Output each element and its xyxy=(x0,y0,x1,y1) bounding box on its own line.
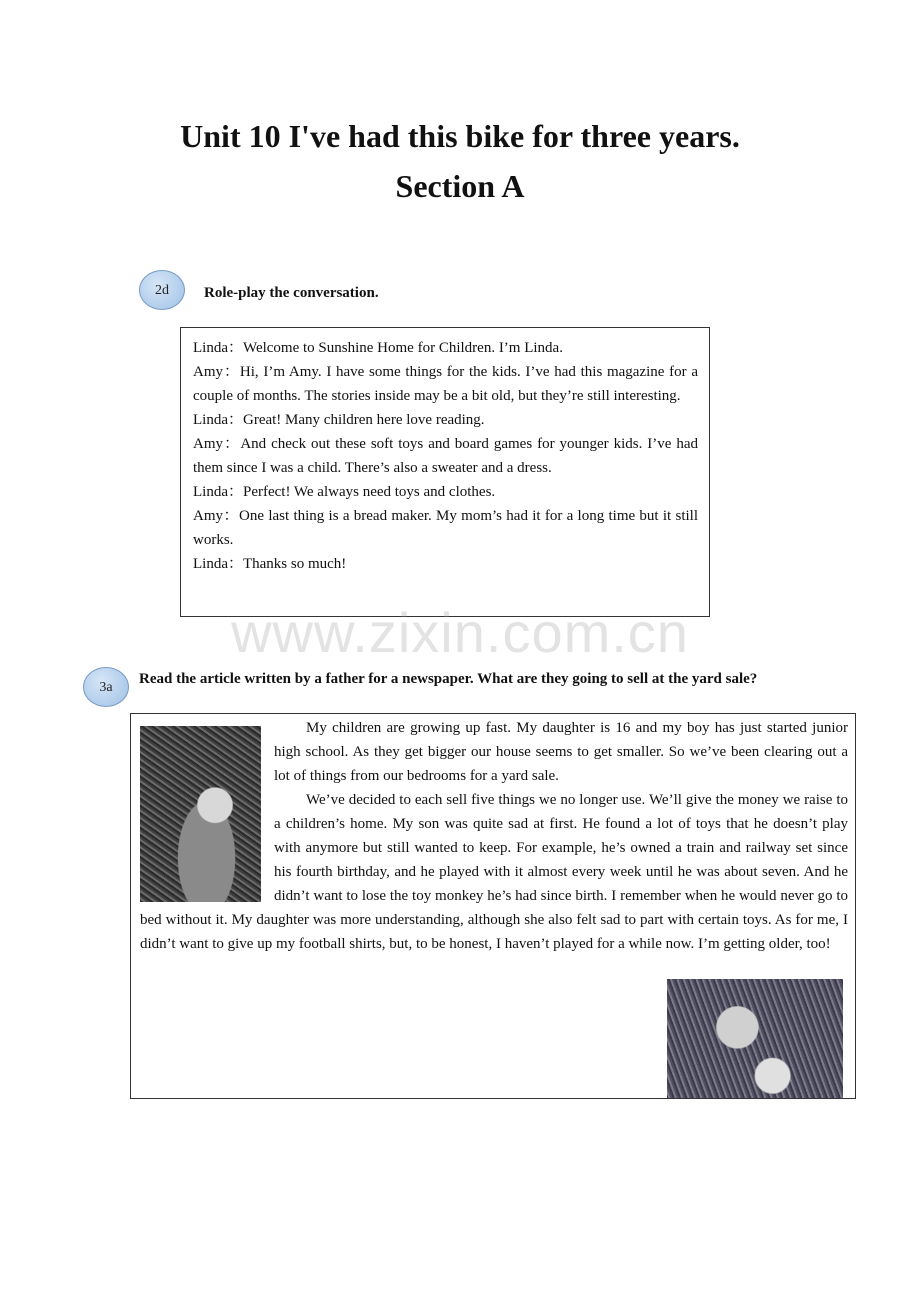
instruction-2d: Role-play the conversation. xyxy=(204,285,379,301)
page-title: Unit 10 I've had this bike for three years. xyxy=(180,118,740,154)
section-badge-3a: 3a xyxy=(83,667,129,707)
section-badge-2d: 2d xyxy=(139,270,185,310)
dialogue-line: Amy：And check out these soft toys and board games for younger kids. I’ve had them since I was a child. There’s also a sweater and a dress. xyxy=(193,436,698,476)
dialogue-line: Linda：Welcome to Sunshine Home for Children. I’m Linda. xyxy=(193,340,563,356)
dialogue-line: Amy：Hi, I’m Amy. I have some things for the kids. I’ve had this magazine for a couple of months. The stories inside may be a bit old, but they’re still interesting. xyxy=(193,364,698,404)
article-paragraph: We’ve decided to each sell five things we no longer use. We’ll give the money we raise to a children’s home. My son was quite sad at first. He found a lot of toys that he doesn’t play with anymore but still wanted to keep. For example, he’s owned a train and railway set since his fourth birthday, and he played with it almost every week until he was about seven. And he didn’t want to lose the toy monkey he’s had since birth. I remember when he would never go to bed without it. My daughter was more understanding, although she also felt sad to part with certain toys. As for me, I didn’t want to give up my football shirts, but, to be honest, I haven’t played for a while now. I’m getting older, too! xyxy=(140,792,848,952)
article-text xyxy=(140,716,848,956)
section-subtitle: Section A xyxy=(395,168,525,204)
watermark: www.zixin.com.cn xyxy=(231,601,689,664)
instruction-3a: Read the article written by a father for a newspaper. What are they going to sell at the yard sale? xyxy=(139,671,758,687)
article-box xyxy=(130,713,856,1099)
dialogue-box xyxy=(180,327,710,617)
dialogue-line: Linda：Perfect! We always need toys and clothes. xyxy=(193,484,496,500)
dialogue-line: Amy：One last thing is a bread maker. My mom’s had it for a long time but it still works. xyxy=(193,508,698,548)
dialogue-line: Linda：Great! Many children here love reading. xyxy=(193,412,485,428)
dialogue-line: Linda：Thanks so much! xyxy=(193,556,347,572)
photo-girl-with-snowman xyxy=(667,979,843,1099)
article-paragraph: My children are growing up fast. My daughter is 16 and my boy has just started junior high school. As they get bigger our house seems to get smaller. So we’ve been clearing out a lot of things from our bedrooms for a yard sale. xyxy=(274,720,848,784)
